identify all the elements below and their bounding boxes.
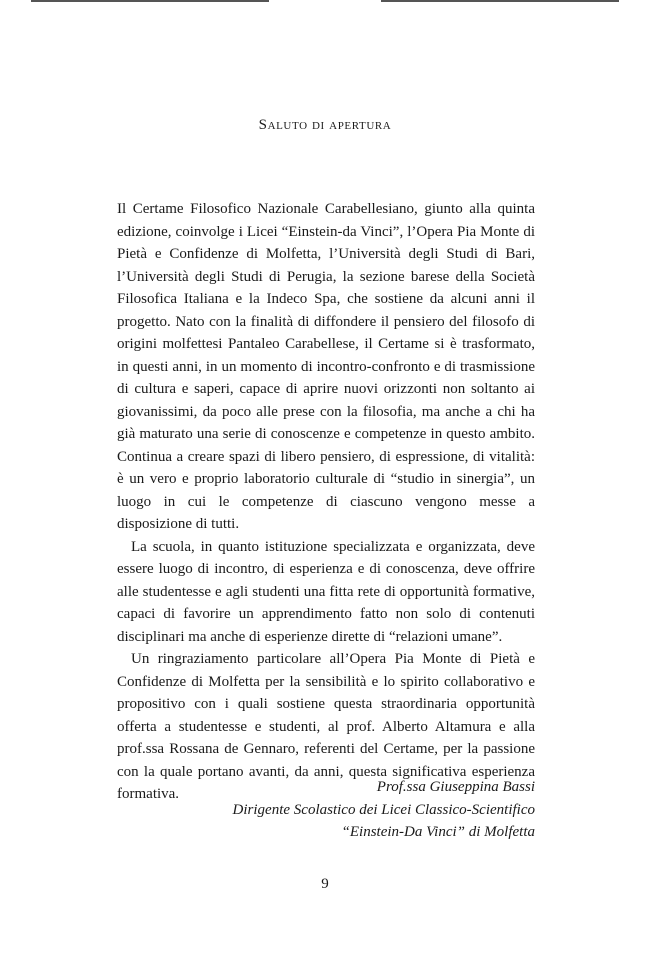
paragraph-3: Un ringraziamento particolare all’Opera Pia Monte di Pietà e Confidenze di Molfetta per la sensibilità e lo spirito collaborativo e propositivo con i quali sostiene questa straordinaria opportunità offerta a studentesse e studenti, al prof. Alberto Altamura e alla prof.ssa Rossana de Gennaro, referenti del Certame, per la passione con la quale portano avanti, da anni, questa significativa esperienza formativa. xyxy=(117,651,535,802)
signature-school: “Einstein-Da Vinci” di Molfetta xyxy=(341,824,535,840)
paragraph-1: Il Certame Filosofico Nazionale Carabellesiano, giunto alla quinta edizione, coinvolge i Licei “Einstein-da Vinci”, l’Opera Pia Monte di Pietà e Confidenze di Molfetta, l’Università degli Studi di Bari, l’Università degli Studi di Perugia, la sezione barese della Società Filosofica Italiana e la Indeco Spa, che sostiene da alcuni anni il progetto. Nato con la finalità di diffondere il pensiero del filosofo di origini molfettesi Pantaleo Carabellese, il Certame si è trasformato, in questi anni, in un momento di incontro-confronto e di trasmissione di cultura e saperi, capace di aprire nuovi orizzonti non soltanto ai giovanissimi, da poco alle prese con la filosofia, ma anche a chi ha già maturato una serie di conoscenze e competenze in questo ambito. Continua a creare spazi di libero pensiero, di espressione, di vitalità: è un vero e proprio laboratorio culturale di “studio in sinergia”, un luogo in cui le competenze di ciascuno vengono messe a disposizione di tutti. xyxy=(117,201,535,532)
signature-role: Dirigente Scolastico dei Licei Classico-Scientifico xyxy=(232,801,535,818)
signature-name: Prof.ssa Giuseppina Bassi xyxy=(376,779,535,795)
page-title: Saluto di apertura xyxy=(258,117,392,133)
paragraph-2: La scuola, in quanto istituzione specializzata e organizzata, deve essere luogo di incontro, di esperienza e di conoscenza, deve offrire alle studentesse e agli studenti una fitta rete di opportunità formative, capaci di favorire un apprendimento fatto non solo di contenuti disciplinari ma anche di esperienze dirette di “relazioni umane”. xyxy=(117,538,535,645)
body-text xyxy=(117,198,535,806)
page-number: 9 xyxy=(321,876,329,892)
header-rule-right xyxy=(381,0,619,2)
signature-block xyxy=(117,776,535,844)
header-rule-left xyxy=(31,0,269,2)
